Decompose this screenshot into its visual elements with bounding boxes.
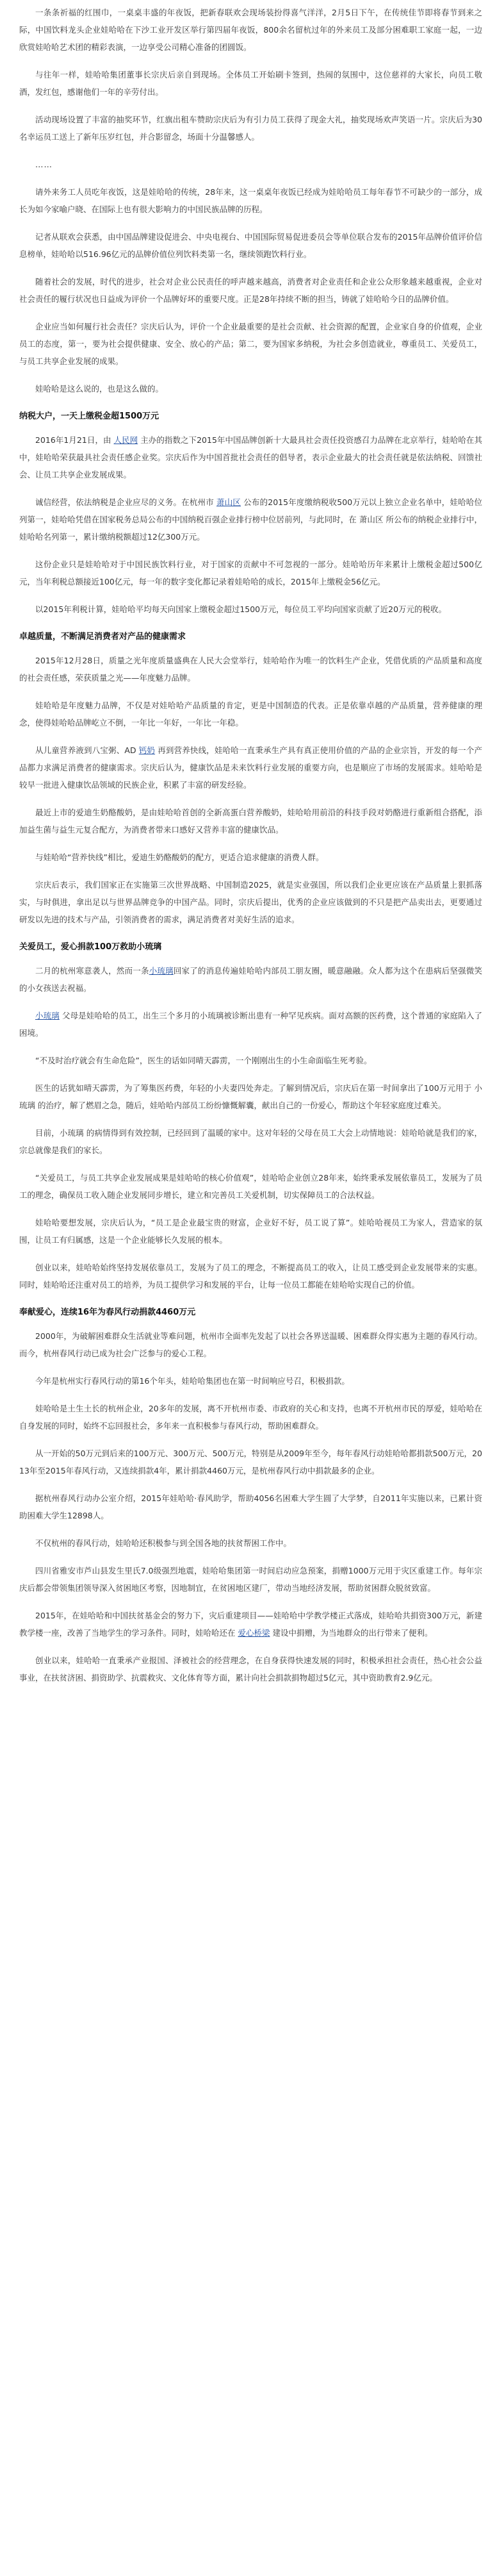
- paragraph: 医生的话犹如晴天霹雳，为了筹集医药费，年轻的小夫妻四处奔走。了解到情况后，宗庆后在第一时间拿出了100万元用于 小琉璃 的治疗，解了燃眉之急，随后，娃哈哈内部员工纷纷慷慨解囊，献出自己的一份爱心，帮助这个年轻家庭度过难关。: [19, 1083, 482, 1110]
- inline-link[interactable]: 爱心桥梁: [238, 1628, 270, 1638]
- paragraph: 目前，小琉璃 的病情得到有效控制，已经回到了温暖的家中。这对年轻的父母在员工大会上动情地说：娃哈哈就是我们的家，宗总就像是我们的家长。: [19, 1128, 482, 1155]
- paragraph: 小琉璃 父母是娃哈哈的员工，出生三个多月的小琉璃被诊断出患有一种罕见疾病。面对高额的医药费，这个普通的家庭陷入了困境。: [19, 1011, 482, 1038]
- inline-link[interactable]: 萧山区: [216, 497, 241, 507]
- paragraph: 记者从联欢会获悉，由中国品牌建设促进会、中央电视台、中国国际贸易促进委员会等单位联合发布的2015年品牌价值评价信息榜单，娃哈哈以516.96亿元的品牌价值位列饮料类第一名，继续领跑饮料行业。: [19, 232, 482, 259]
- paragraph: 随着社会的发展，时代的进步，社会对企业公民责任的呼声越来越高，消费者对企业责任和企业公众形象越来越重视，企业对社会责任的履行状况也日益成为评价一个品牌好坏的重要尺度。正是28年持续不断的担当，铸就了娃哈哈今日的品牌价值。: [19, 277, 482, 304]
- paragraph: 诚信经营，依法纳税是企业应尽的义务。在杭州市 萧山区 公布的2015年度缴纳税收500万元以上独立企业名单中，娃哈哈位列第一，娃哈哈凭借在国家税务总局公布的中国纳税百强企业排行榜中位居前列，与此同时，在 萧山区 所公布的纳税企业排行中，娃哈哈名列第一，累计缴纳税额超过12亿300万元。: [19, 497, 482, 542]
- paragraph: 创业以来，娃哈哈一直秉承产业报国、泽被社会的经营理念，在自身获得快速发展的同时，积极承担社会责任，热心社会公益事业，在扶贫济困、捐资助学、抗震救灾、文化体育等方面，累计向社会捐款捐物超过5亿元，其中资助教育2.9亿元。: [19, 1656, 482, 1683]
- paragraph: 2015年12月28日，质量之光年度质量盛典在人民大会堂举行，娃哈哈作为唯一的饮料生产企业，凭借优质的产品质量和高度的社会责任感，荣获质量之光——年度魅力品牌。: [19, 656, 482, 683]
- section-heading: 奉献爱心，连续16年为春风行动捐款4460万元: [19, 1308, 196, 1317]
- ellipsis: ……: [35, 160, 53, 169]
- paragraph: 不仅杭州的春风行动，娃哈哈还积极参与到全国各地的扶贫帮困工作中。: [35, 1538, 292, 1548]
- paragraph: 2016年1月21日，由 人民网 主办的指数之下2015年中国品牌创新十大最具社会责任投资感召力品牌在北京举行，娃哈哈在其中，娃哈哈荣获最具社会责任感企业奖。宗庆后作为中国首批社会责任的倡导者，表示企业最大的社会责任就是依法纳税、回馈社会、让员工共享企业发展成果。: [19, 435, 482, 479]
- paragraph: 与往年一样，娃哈哈集团董事长宗庆后亲自到现场。全体员工开始刷卡签到，热闹的氛围中，这位慈祥的大家长，向员工敬酒，发红包，感谢他们一年的辛劳付出。: [19, 70, 482, 97]
- inline-link[interactable]: 小琉璃: [35, 1011, 60, 1020]
- paragraph: 娃哈哈是年度魅力品牌，不仅是对娃哈哈产品质量的肯定，更是中国制造的代表。正是依靠卓越的产品质量，营养健康的理念，使得娃哈哈品牌屹立不倒，一年比一年好，一年比一年稳。: [19, 701, 482, 727]
- section-heading: 关爱员工，爱心捐款100万救助小琉璃: [19, 942, 162, 952]
- paragraph: 请外来务工人员吃年夜饭，这是娃哈哈的传统，28年来，这一桌桌年夜饭已经成为娃哈哈员工每年春节不可缺少的一部分，成长为如今家喻户晓、在国际上也有很大影响力的中国民族品牌的历程。: [19, 187, 482, 214]
- section-heading: 卓越质量，不断满足消费者对产品的健康需求: [19, 632, 186, 642]
- paragraph: 以2015年利税计算，娃哈哈平均每天向国家上缴税金超过1500万元，每位员工平均向国家贡献了近20万元的税收。: [35, 604, 447, 614]
- paragraph: 四川省雅安市芦山县发生里氏7.0级强烈地震，娃哈哈集团第一时间启动应急预案，捐赠1000万元用于灾区重建工作。每年宗庆后都会带领集团领导深入贫困地区考察，因地制宜，在贫困地区建厂，带动当地经济发展，帮助贫困群众脱贫致富。: [19, 1566, 482, 1593]
- inline-link[interactable]: 钙奶: [138, 745, 156, 755]
- paragraph: “不及时治疗就会有生命危险”，医生的话如同晴天霹雳，一个刚刚出生的小生命面临生死考验。: [35, 1056, 372, 1065]
- paragraph: 今年是杭州实行春风行动的第16个年头，娃哈哈集团也在第一时间响应号召，积极捐款。: [35, 1376, 350, 1386]
- paragraph: 与娃哈哈“营养快线”相比，爱迪生奶酪酸奶的配方，更适合追求健康的消费人群。: [35, 852, 324, 862]
- paragraph: 二月的杭州寒意袭人，然而一条小琉璃回家了的消息传遍娃哈哈内部员工朋友圈，暖意融融。众人都为这个在患病后坚强微笑的小女孩送去祝福。: [19, 966, 482, 993]
- paragraph: 企业应当如何履行社会责任？宗庆后认为，评价一个企业最重要的是社会贡献、社会资源的配置，企业家自身的价值观，企业员工的态度，第一，要为社会提供健康、安全、放心的产品；第二，要为国家多纳税，为社会多创造就业，尊重员工、关爱员工，与员工共享企业发展的成果。: [19, 322, 482, 366]
- paragraph: 娃哈哈是土生土长的杭州企业，20多年的发展，离不开杭州市委、市政府的关心和支持，也离不开杭州市民的厚爱，娃哈哈在自身发展的同时，始终不忘回报社会，多年来一直积极参与春风行动，帮助困难群众。: [19, 1404, 482, 1431]
- paragraph: 最近上市的爱迪生奶酪酸奶，是由娃哈哈首创的全新高蛋白营养酸奶，娃哈哈用前沿的科技手段对奶酪进行重新组合搭配，添加益生菌与益生元复合配方，为消费者带来口感好又营养丰富的健康饮品。: [19, 808, 482, 835]
- paragraph: 娃哈哈要想发展，宗庆后认为，“员工是企业最宝贵的财富，企业好不好，员工说了算”。娃哈哈视员工为家人，营造家的氛围，让员工有归属感，这是一个企业能够长久发展的根本。: [19, 1218, 482, 1245]
- paragraph: 从一开始的50万元到后来的100万元、300万元、500万元，特别是从2009年至今，每年春风行动娃哈哈都捐款500万元，2013年至2015年春风行动，又连续捐款4年，累计捐款4460万元，是杭州春风行动中捐款最多的企业。: [19, 1449, 482, 1475]
- section-heading: 纳税大户，一天上缴税金超1500万元: [19, 411, 159, 421]
- paragraph: “关爱员工，与员工共享企业发展成果是娃哈哈的核心价值观”，娃哈哈企业创立28年来，始终秉承发展依靠员工，发展为了员工的理念，确保员工收入随企业发展同步增长，建立和完善员工关爱机制，切实保障员工的合法权益。: [19, 1173, 482, 1200]
- inline-link[interactable]: 小琉璃: [149, 966, 174, 976]
- paragraph: 娃哈哈是这么说的，也是这么做的。: [35, 384, 164, 394]
- paragraph: 据杭州春风行动办公室介绍，2015年娃哈哈·春风助学，帮助4056名困难大学生圆了大学梦，自2011年实施以来，已累计资助困难大学生12898人。: [19, 1493, 482, 1520]
- inline-link[interactable]: 人民网: [113, 435, 138, 445]
- paragraph: 活动现场设置了丰富的抽奖环节，红旗出租车赞助宗庆后为有引力员工获得了现金大礼，抽奖现场欢声笑语一片。宗庆后为30名幸运员工送上了新年压岁红包，并合影留念，场面十分温馨感人。: [19, 115, 482, 142]
- paragraph: 创业以来，娃哈哈始终坚持发展依靠员工，发展为了员工的理念，不断提高员工的收入，让员工感受到企业发展带来的实惠。同时，娃哈哈还注重对员工的培养，为员工提供学习和发展的平台，让每一位员工都能在娃哈哈实现自己的价值。: [19, 1263, 482, 1290]
- paragraph: 宗庆后表示，我们国家正在实施第三次世界战略、中国制造2025，就是实业强国，所以我们企业更应该在产品质量上狠抓落实，与时俱进，拿出足以与世界品牌竞争的中国产品。同时，宗庆后提出，优秀的企业应该做到的不只是把产品卖出去，更要通过研发以先进的技术与产品，引领消费者的需求，满足消费者对美好生活的追求。: [19, 880, 482, 924]
- paragraph: 2015年，在娃哈哈和中国扶贫基金会的努力下，灾后重建项目——娃哈哈中学教学楼正式落成，娃哈哈共捐资300万元，新建教学楼一座，改善了当地学生的学习条件。同时，娃哈哈还在 爱心桥梁 建设中捐赠，为当地群众的出行带来了便利。: [19, 1611, 482, 1638]
- paragraph: 从儿童营养液到八宝粥、AD 钙奶 再到营养快线，娃哈哈一直秉承生产具有真正使用价值的产品的企业宗旨，开发的每一个产品都力求满足消费者的健康需求。宗庆后认为，健康饮品是未来饮料行业发展的重要方向，也是顺应了市场的发展需求。娃哈哈是较早一批进入健康饮品领域的民族企业，积累了丰富的研发经验。: [19, 745, 482, 790]
- paragraph: 一条条祈福的红围巾，一桌桌丰盛的年夜饭，把新春联欢会现场装扮得喜气洋洋，2月5日下午，在传统佳节即将春节到来之际，中国饮料龙头企业娃哈哈在下沙工业开发区举行第四届年夜饭，800余名留杭过年的外来员工及部分困难职工家庭一起，一边欣赏娃哈哈艺术团的精彩表演，一边享受公司精心准备的团圆饭。: [19, 8, 482, 52]
- paragraph: 这份企业只是娃哈哈对于中国民族饮料行业，对于国家的贡献中不可忽视的一部分。娃哈哈历年来累计上缴税金超过500亿元，当年利税总额接近100亿元，每一年的数字变化都记录着娃哈哈的成长，2015年上缴税金56亿元。: [19, 560, 482, 586]
- paragraph: 2000年，为破解困难群众生活就业等难问题，杭州市全面率先发起了以社会各界送温暖、困难群众得实惠为主题的春风行动。而今，杭州春风行动已成为社会广泛参与的爱心工程。: [19, 1331, 482, 1358]
